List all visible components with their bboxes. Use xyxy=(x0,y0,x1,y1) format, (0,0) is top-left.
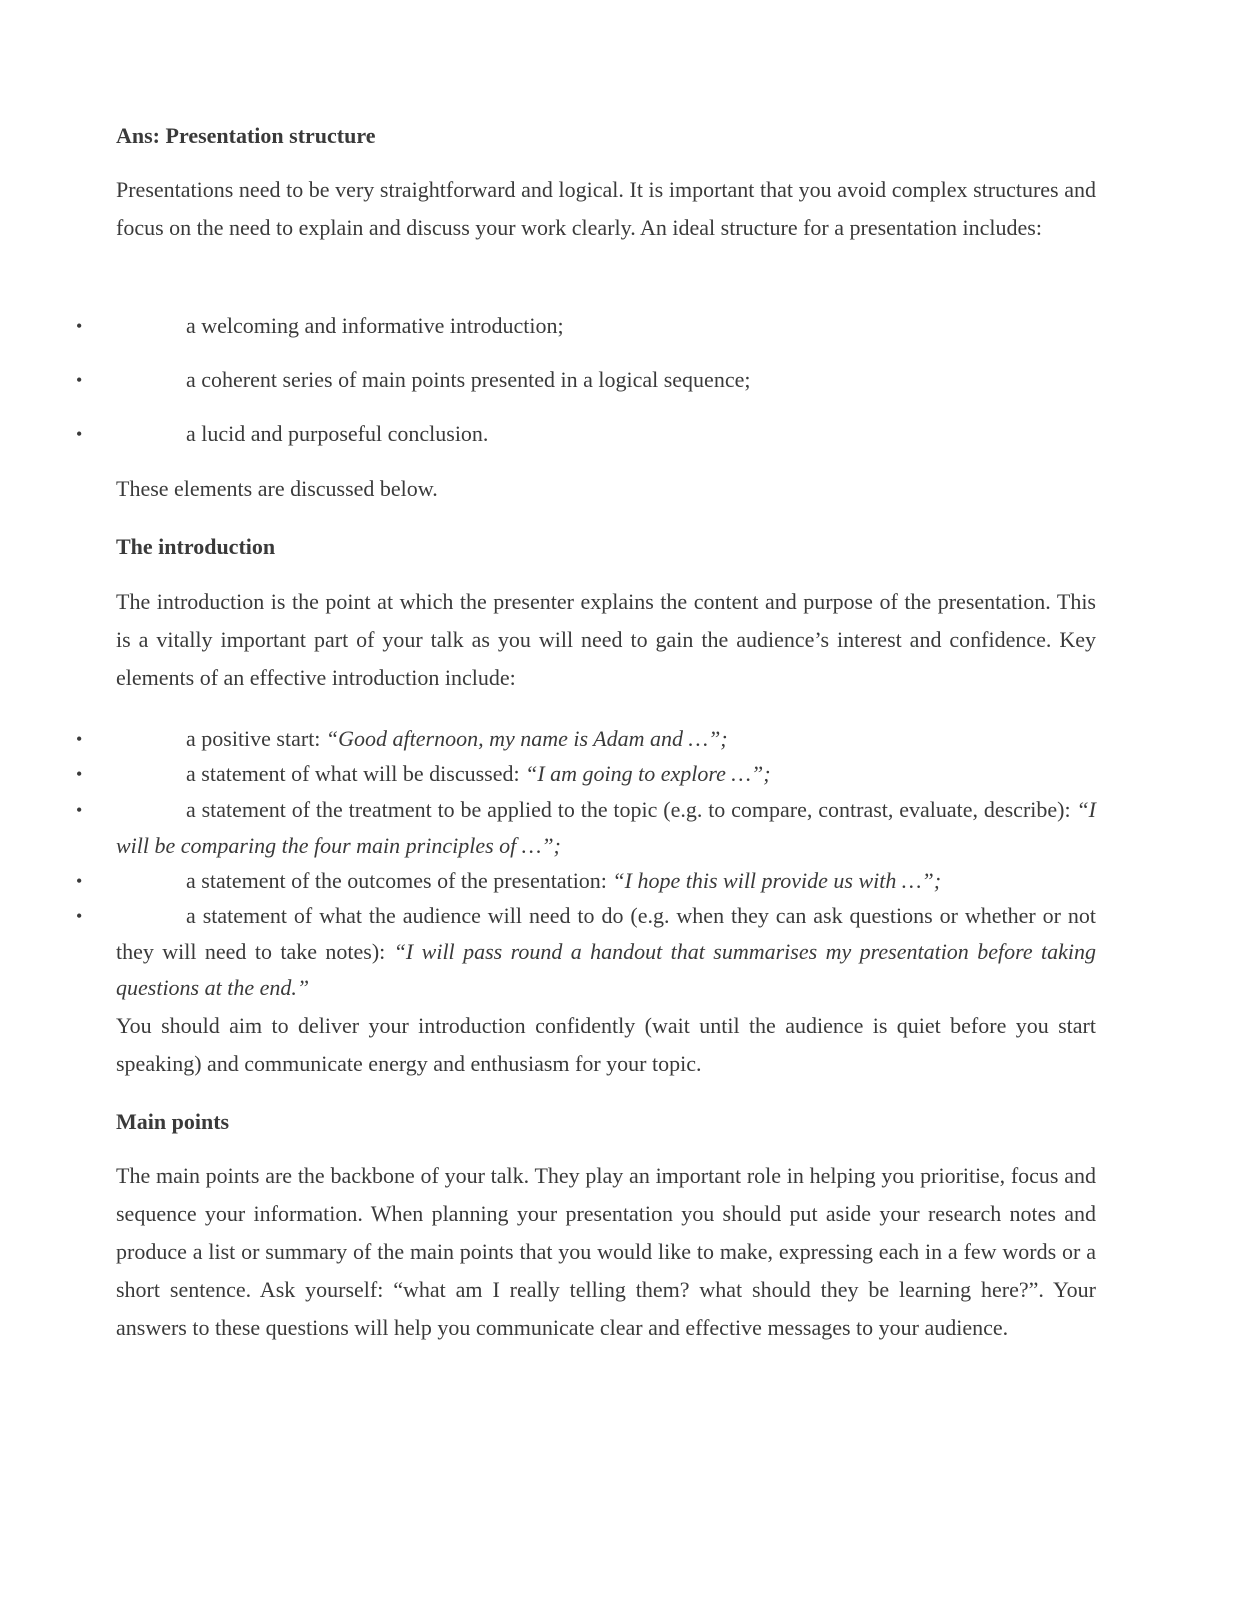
structure-bullet-1: a welcoming and informative introduction; xyxy=(186,313,564,338)
bullet-quote: “I hope this will provide us with …”; xyxy=(612,868,942,893)
bullet-glyph: • xyxy=(76,370,83,390)
bullet-glyph: • xyxy=(76,424,83,444)
bullet-glyph: • xyxy=(76,871,83,891)
bullet-quote: “Good afternoon, my name is Adam and …”; xyxy=(325,726,728,751)
structure-bullet-2: a coherent series of main points presented in a logical sequence; xyxy=(186,367,751,392)
intro-bullet-5 xyxy=(116,898,1096,1006)
main-points-paragraph: The main points are the backbone of your talk. They play an important role in helping you prioritise, focus and sequence your information. When planning your presentation you should put aside your research notes and produce a list or summary of the main points that you would like to make, expressing each in a few words or a short sentence. Ask yourself: “what am I really telling them? what should they be learning here?”. Your answers to these questions will help you communicate clear and effective messages to your audience. xyxy=(116,1163,1096,1340)
intro-bullet-4 xyxy=(186,867,1096,895)
heading-title: Presentation structure xyxy=(165,123,376,148)
bullet-text: a statement of what will be discussed: xyxy=(186,761,526,786)
bullet-text: a positive start: xyxy=(186,726,326,751)
bullet-text: a statement of what the audience will need to do (e.g. when they can ask questions or whether or not they will need to take notes): xyxy=(116,903,1096,964)
section-heading-introduction: The introduction xyxy=(116,534,276,559)
bullet-quote: “I will be comparing the four main principles of …”; xyxy=(116,797,1096,858)
bullet-glyph: • xyxy=(76,800,83,820)
bullet-glyph: • xyxy=(76,729,83,749)
intro-bullet-1 xyxy=(186,725,1096,753)
bullet-glyph: • xyxy=(76,316,83,336)
section-heading-main-points: Main points xyxy=(116,1109,230,1134)
bullet-glyph: • xyxy=(76,764,83,784)
bullet-glyph: • xyxy=(76,906,83,926)
section-heading-presentation-structure xyxy=(116,122,1096,150)
intro-bullet-3 xyxy=(116,792,1096,864)
intro-bullet-2 xyxy=(186,760,1096,788)
structure-bullet-3: a lucid and purposeful conclusion. xyxy=(186,421,489,446)
introduction-closing: You should aim to deliver your introduction confidently (wait until the audience is quiet before you start speaking) and communicate energy and enthusiasm for your topic. xyxy=(116,1013,1096,1076)
introduction-paragraph: The introduction is the point at which the presenter explains the content and purpose of the presentation. This is a vitally important part of your talk as you will need to gain the audience’s interest and confidence. Key elements of an effective introduction include: xyxy=(116,589,1096,690)
bullet-text: a statement of the treatment to be applied to the topic (e.g. to compare, contrast, evaluate, describe): xyxy=(186,797,1077,822)
bullet-text: a statement of the outcomes of the presentation: xyxy=(186,868,613,893)
answer-label: Ans: xyxy=(116,123,161,148)
elements-note: These elements are discussed below. xyxy=(116,476,438,501)
intro-paragraph: Presentations need to be very straightforward and logical. It is important that you avoid complex structures and focus on the need to explain and discuss your work clearly. An ideal structure for a presentation includes: xyxy=(116,177,1096,240)
bullet-quote: “I will pass round a handout that summarises my presentation before taking questions at the end.” xyxy=(116,939,1096,1000)
bullet-quote: “I am going to explore …”; xyxy=(525,761,771,786)
